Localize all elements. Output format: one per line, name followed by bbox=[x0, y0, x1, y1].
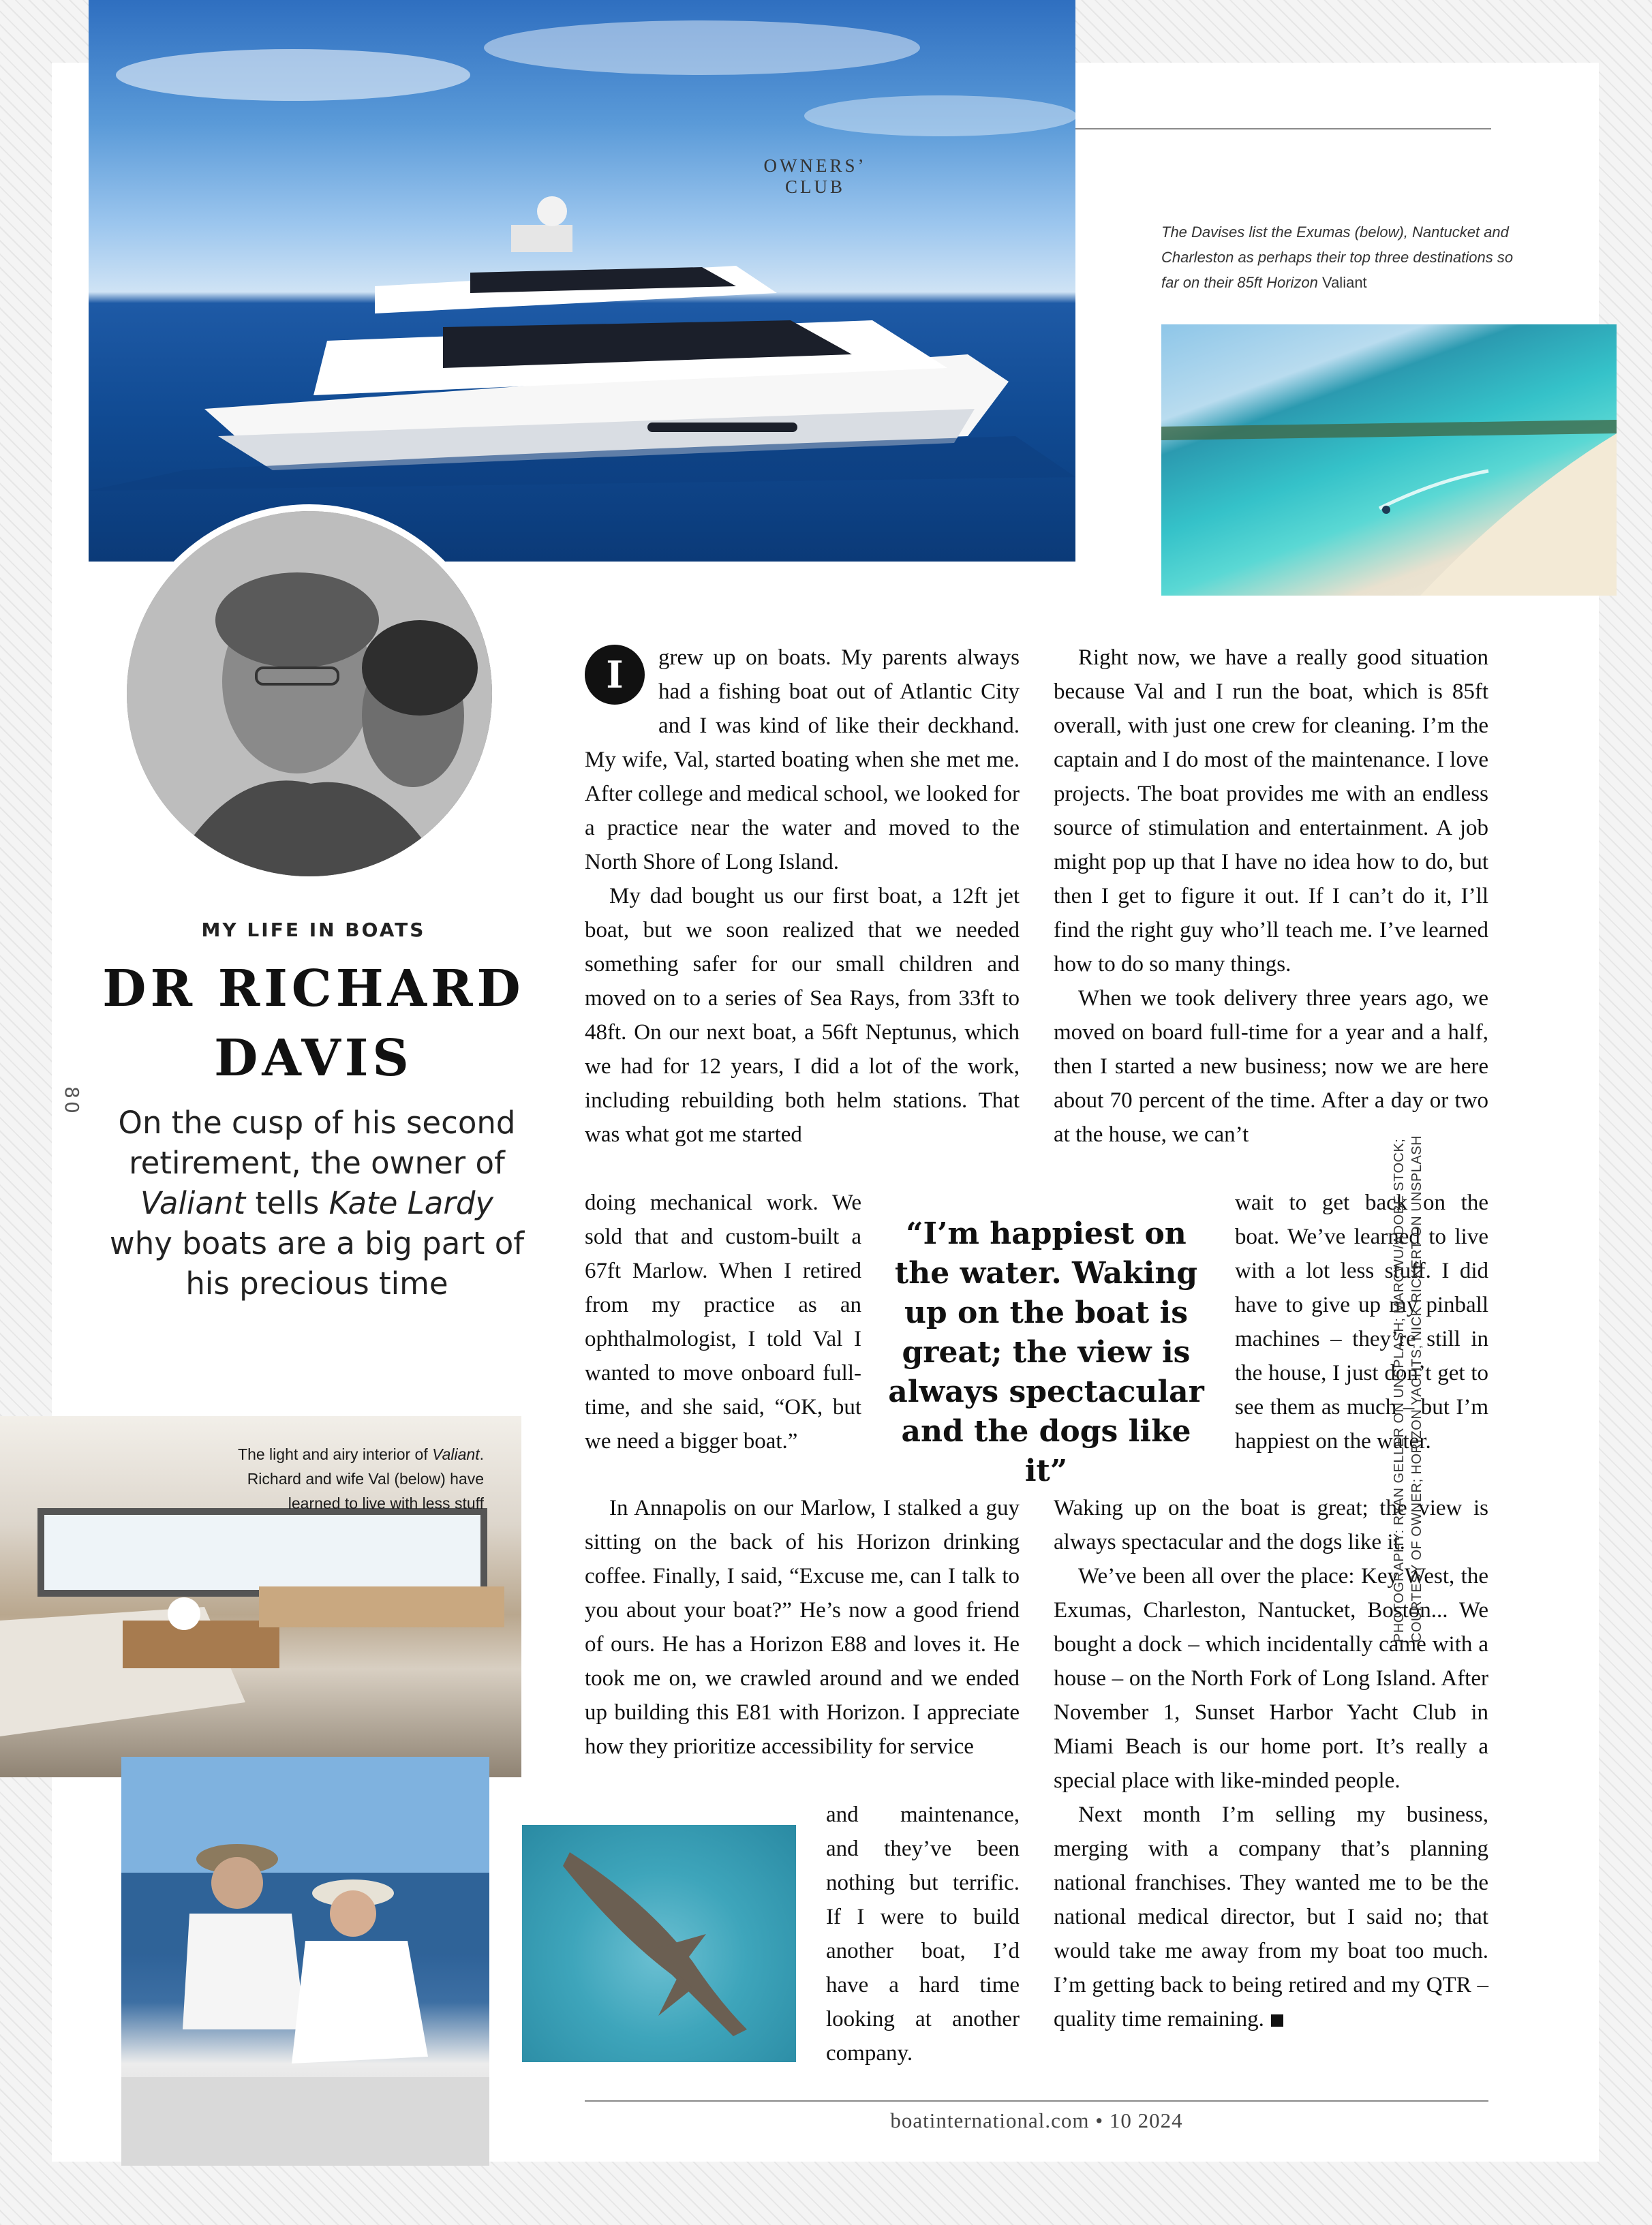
beach-illustration bbox=[1161, 324, 1617, 596]
article-headline bbox=[102, 954, 525, 1093]
top-caption-boat-name: Valiant bbox=[1322, 274, 1367, 291]
headline-line-1: DR RICHARD bbox=[102, 960, 525, 1018]
standfirst-author: Kate Lardy bbox=[328, 1185, 494, 1221]
body-column-1-bottom bbox=[585, 1491, 1020, 1764]
article-kicker: MY LIFE IN BOATS bbox=[201, 919, 426, 941]
yacht-hero-photo bbox=[89, 0, 1075, 562]
body-column-1-wrap bbox=[585, 1186, 861, 1458]
yacht-illustration bbox=[89, 0, 1075, 562]
body-paragraph: Waking up on the boat is great; the view is always spectacular and the dogs like it. bbox=[1054, 1496, 1488, 1554]
body-paragraph bbox=[1054, 1798, 1488, 2036]
exumas-beach-photo bbox=[1161, 324, 1617, 596]
body-paragraph: My dad bought us our first boat, a 12ft jet boat, but we soon realized that we needed something safer for our small children and moved on to a series of Sea Rays, from 33ft to 48ft. On our next boat, a 56ft Neptunus, which we had for 12 years, I did a lot of the work, including rebuilding both helm stations. That was what got me started bbox=[585, 884, 1020, 1147]
body-column-1-shark-wrap bbox=[826, 1798, 1020, 2070]
body-paragraph: doing mechanical work. We sold that and custom-built a 67ft Marlow. When I retired from my practice as an ophthalmologist, I told Val I wanted to move onboard full-time, and she said, “OK, but we need a bigger boat.” bbox=[585, 1191, 861, 1454]
dropcap-spacer bbox=[585, 641, 658, 736]
body-paragraph: Right now, we have a really good situation because Val and I run the boat, which is 85ft overall, with just one crew for cleaning. I’m the captain and I do most of the maintenance. I love projects. The boat provides me with an endless source of stimulation and entertainment. A job might pop up that I have no idea how to do, but then I get to figure it out. If I can’t do it, I’ll find the right guy who’ll teach me. I’ve learned how to do so many things. bbox=[1054, 645, 1488, 977]
owners-couple-photo bbox=[121, 1757, 489, 2166]
pull-quote: “I’m happiest on the water. Waking up on the boat is great; the view is always spectacular and the dogs like it” bbox=[888, 1216, 1204, 1488]
body-paragraph: When we took delivery three years ago, we moved on board full-time for a year and a half, then I started a new business; now we are here about 70 percent of the time. After a day or two at the house, we can’t bbox=[1054, 986, 1488, 1147]
standfirst-text-3: why boats are a big part of his precious time bbox=[109, 1225, 525, 1302]
body-column-2-wrap bbox=[1235, 1186, 1488, 1458]
footer-url: boatinternational.com • 10 2024 bbox=[890, 2108, 1183, 2132]
body-paragraph: In Annapolis on our Marlow, I stalked a guy sitting on the back of his Horizon drinking coffee. Finally, I said, “Excuse me, can I talk to you about your boat?” He’s now a good friend of ours. He has a Horizon E88 and loves it. He took me on, we crawled around and we ended up building this E81 with Horizon. I appreciate how they prioritize accessibility for service bbox=[585, 1496, 1020, 1759]
drop-cap: I bbox=[585, 645, 645, 705]
body-paragraph: grew up on boats. My parents always had a fishing boat out of Atlantic City and I was kind of like their deckhand. My wife, Val, started boating when she met me. After college and medical school, we looked for a practice near the water and moved to the North Shore of Long Island. bbox=[585, 645, 1020, 874]
photo-credit: PHOTOGRAPHY: RYAN GELLER ON UNSPLASH; MARCWU/ADOBE STOCK; COURTESY OF OWNER; HORIZON YACHTS; NICK RICKERT ON UNSPLASH bbox=[1392, 1135, 1424, 1642]
section-label: OWNERS’ CLUB bbox=[763, 155, 867, 197]
body-column-1-top bbox=[585, 641, 1020, 1152]
end-mark-icon bbox=[1271, 2014, 1283, 2027]
article-standfirst bbox=[109, 1103, 525, 1304]
interior-photo-caption bbox=[198, 1442, 484, 1516]
body-paragraph: We’ve been all over the place: Key West, the Exumas, Charleston, Nantucket, Boston... We bought a dock – which incidentally came with a house – on the North Fork of Long Island. After November 1, Sunset Harbor Yacht Club in Miami Beach is our home port. It’s really a special place with like-minded people. bbox=[1054, 1564, 1488, 1793]
headline-line-2: DAVIS bbox=[214, 1029, 413, 1088]
shark-illustration bbox=[522, 1825, 796, 2062]
standfirst-text-2: tells bbox=[245, 1185, 329, 1221]
top-photo-caption bbox=[1161, 219, 1529, 295]
portrait-illustration bbox=[127, 511, 492, 876]
standfirst-text-1: On the cusp of his second retirement, the owner of bbox=[118, 1105, 516, 1181]
body-paragraph: wait to get back on the boat. We’ve learned to live with a lot less stuff. I did have to give up my pinball machines – they’re still in the house, I just don’t get to see them as much – but I’m happiest on the water. bbox=[1235, 1191, 1488, 1454]
interior-caption-text-1: The light and airy interior of bbox=[238, 1445, 428, 1463]
top-caption-italic: The Davises list the Exumas (below), Nantucket and Charleston as perhaps their top three destinations so far on their 85ft Horizon bbox=[1161, 224, 1514, 291]
nurse-shark-photo bbox=[522, 1825, 796, 2062]
body-column-2-top bbox=[1054, 641, 1488, 1152]
footer-rule bbox=[585, 2100, 1488, 2102]
header-rule bbox=[1075, 128, 1491, 129]
interior-caption-boat-name: Valiant bbox=[432, 1445, 480, 1463]
closing-paragraph-text: Next month I’m selling my business, merging with a company that’s planning national franchises. They wanted me to be the national medical director, but I said no; that would take me away from my boat too much. I’m getting back to being retired and my QTR – quality time remaining. bbox=[1054, 1802, 1488, 2031]
body-paragraph: and maintenance, and they’ve been nothing but terrific. If I were to build another boat, I’d have a hard time looking at another company. bbox=[826, 1802, 1020, 2066]
interior-caption-text-2: . Richard and wife Val (below) have learned to live with less stuff bbox=[247, 1445, 484, 1512]
page-number: 80 bbox=[61, 1086, 83, 1116]
standfirst-boat-name: Valiant bbox=[140, 1185, 246, 1221]
couple-illustration bbox=[121, 1757, 489, 2166]
owner-portrait-photo bbox=[120, 504, 499, 883]
